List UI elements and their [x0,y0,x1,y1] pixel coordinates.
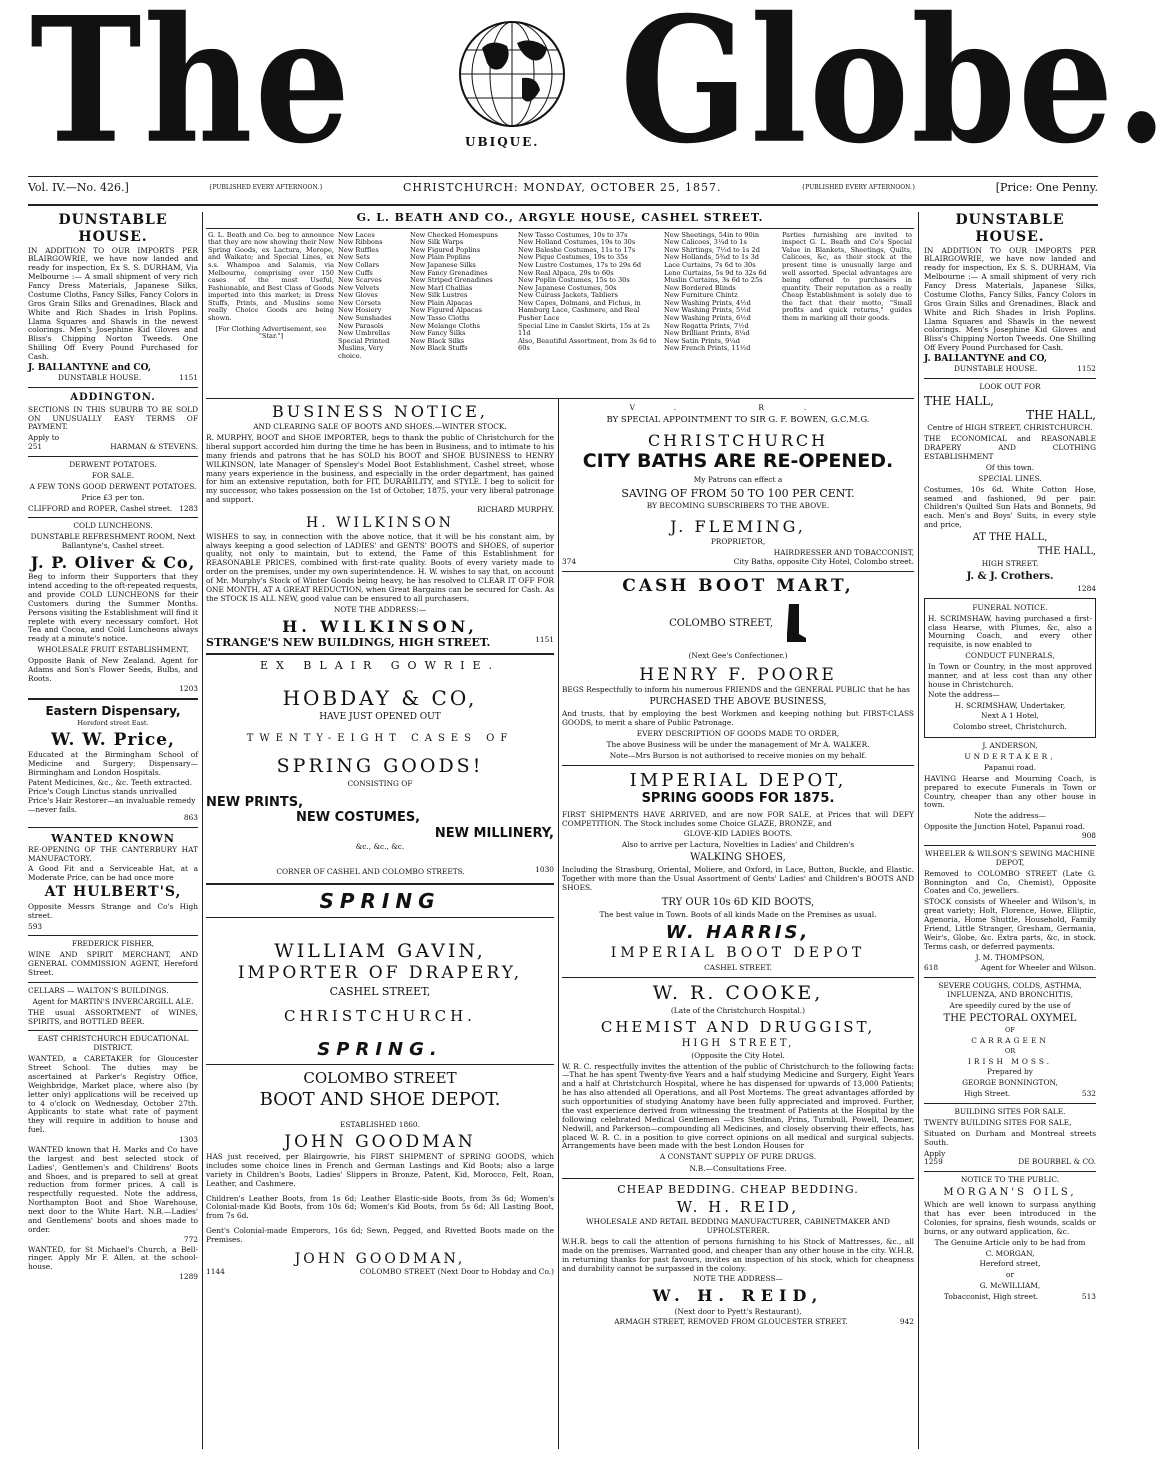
ad-text: EVERY DESCRIPTION OF GOODS MADE TO ORDER, [636,728,840,738]
ad-body: THE ECONOMICAL and REASONABLE DRAPERY AND CLOTHING ESTABLISHMENT [924,434,1096,462]
ad-number: 593 [28,921,43,931]
ad-title: SPRING GOODS FOR 1875. [641,791,835,807]
ad-title: MORGAN'S OILS, [943,1187,1077,1199]
ad-text: Of this town. [985,462,1035,472]
ad-body: W.H.R. begs to call the attention of persons furnishing to his Stock of Mattresses, &c., all made on the premises. Warranted good, and cheaper than any other house in the city. W.H.R. in returning thanks for past favours, invites an inspection of his stock, which for cheapness and durability cannot be surpassed in the colony. [562,1236,914,1273]
list-item: New Capes, Dolmans, and Fichus, in Hamburg Lace, Cashmere, and Real Pusher Lace [518,298,641,322]
ad-text: Apply to [28,433,60,443]
ad-title: THE HALL, [1037,546,1096,558]
list-item: Lace Curtains, 7s 6d to 30s [664,260,756,269]
ad-price: Price £3 per ton. [81,492,145,502]
ad-text: Colombo street, Christchurch. [953,722,1067,732]
ad-line: NEW MILLINERY, [434,825,554,841]
ad-subtitle: FOR SALE. [91,470,135,480]
list-item: New Parasols [338,321,384,330]
boot-icon [785,604,807,644]
list-item: New Tasso Costumes, 10s to 37s [518,230,628,239]
ad-text: The Genuine Article only to be had from [934,1237,1086,1247]
ad-text: Agent for Wheeler and Wilson. [980,963,1096,973]
column-4 [924,212,1096,1452]
ad-subtitle: (Late of the Christchurch Hospital.) [670,1005,806,1015]
ad-number: 1259 [924,1157,943,1167]
ad-address: CORNER OF CASHEL AND COLOMBO STREETS. [276,867,465,877]
beath-ad [206,212,914,396]
ad-signature: HARMAN & STEVENS. [110,442,198,452]
list-item: New French Prints, 11½d [664,344,751,353]
list-item: New Ribbons [338,238,383,247]
ad-body: Gent's Colonial-made Emperors, 16s 6d; Sewn, Pegged, and Rivetted Boots made on the Premises. [206,1226,554,1244]
ad-signature: RICHARD MURPHY. [477,505,554,515]
ad-text: CONSISTING OF [347,778,413,788]
place-date: CHRISTCHURCH: MONDAY, OCTOBER 25, 1857. [402,181,722,194]
list-item: New Sets [338,253,370,262]
ad-text: GLOVE-KID LADIES BOOTS. [683,829,793,839]
ad-subtitle: Hereford street East. [77,718,149,727]
list-item: New Washing Prints, 4½d [664,298,751,307]
ad-title: W. R. COOKE, [652,981,824,1004]
ad-title: AT HULBERT'S, [44,883,182,900]
ad-title: CHRISTCHURCH. [284,1006,476,1025]
list-item: New Lustre Costumes, 17s to 29s 6d [518,260,642,269]
ad-title: CHEAP BEDDING. CHEAP BEDDING. [617,1183,859,1196]
masthead-globe: Globe. [620,0,1170,183]
list-item: New Plain Alpacas [410,298,473,307]
ad-number: 513 [1081,1292,1096,1302]
ad-text: (Next door to Pyett's Restaurant), [674,1306,802,1316]
ad-signature: J. & J. Crothers. [966,570,1054,582]
list-item: New Velvets [338,283,380,292]
ad-text: (Opposite the City Hotel. [691,1050,785,1060]
ad-body: TWENTY BUILDING SITES FOR SALE, [924,1117,1072,1127]
ad-subtitle: PROPRIETOR, [710,537,766,547]
list-item: New Real Alpaca, 29s to 60s [518,268,614,277]
ad-body: Children's Leather Boots, from 1s 6d; Leather Elastic-side Boots, from 3s 6d; Women's Colonial-made Kid Boots, from 10s 6d; Women's Kid Boots, from 5s 6d; All Lasting Boot, from 7s 6d. [206,1193,554,1221]
list-item: New Checked Homespuns [410,230,498,239]
ad-body: HAS just received, per Blairgowrie, his FIRST SHIPMENT of SPRING GOODS, which includes some choice lines in French and German Lastings and Kid Boots; also a large variety in Children's Boots, Ladies' Slippers in Bronze, Patent, Kid, Morocco, Felt, Roan, Leather, and Cashmere. [206,1152,554,1188]
ad-address: City Baths, opposite City Hotel, Colombo street. [733,556,914,566]
ad-subtitle: HAIRDRESSER AND TOBACCONIST, [773,548,914,558]
ad-title: DUNSTABLE HOUSE. [58,212,168,245]
list-item: New Poplin Costumes, 15s to 30s [518,276,630,285]
list-item: New Scarves [338,276,382,285]
ad-title: ADDINGTON. [70,391,156,403]
ad-body: STOCK consists of Wheeler and Wilson's, in great variety; Holt, Florence, Howe, Elliptic, Agenoria, Home Shuttle, Household, Family Friend, Little Stranger, Gresham, Germania, Weir's, Globe, &c. Extra parts, &c, in stock. Terms cash, or deferred payments. [924,897,1096,951]
ad-body: H. SCRIMSHAW, having purchased a first-class Hearse, with Plumes, &c, also a Mourning Coach, and every other requisite, is now enabled to [928,613,1092,650]
list-item: New Japanese Costumes, 50s [518,283,617,292]
ad-title: JOHN GOODMAN, [294,1250,466,1267]
ad-body: And trusts, that by employing the best Workmen and keeping nothing but FIRST-CLASS GOODS, to merit a share of Public Patronage. [562,709,914,727]
list-item: New Ruffles [338,245,379,254]
ad-body: WANTED, for St Michael's Church, a Bell-ringer. Apply Mr F. Allen, at the school-house. [28,1244,198,1272]
list-item: New Satin Prints, 9¼d [664,336,740,345]
ad-text: HIGH STREET. [981,559,1039,569]
ad-text: CARRAGEEN [971,1035,1049,1045]
ad-title: G. L. BEATH AND CO., ARGYLE HOUSE, CASHEL STREET. [206,212,914,229]
ad-signature: G. McWILLIAM, [979,1281,1041,1291]
list-item: New Calicoes, 3¼d to 1s [664,238,747,247]
ad-title: BUSINESS NOTICE, [271,402,489,421]
ad-text: Note the address— [928,689,1000,699]
ad-body: W. R. C. respectfully invites the attention of the public of Christchurch to the following facts:—That he has spent Twenty-five Years and a half studying Medicine and Surgery, Eight Years and a half at Christchurch Hospital, where he has dispensed for upwards of 13,000 Patients; he has also attended all Operations, and all Post Mortems. The great advantages afforded by such opportunities of studying Anatomy have been fully appreciated and improved. Further, the vast experience derived from witnessing the treatment of Patients at the Hospital by the following celebrated Medical Gentlemen —Drs Stedman, Prins, Turnbull, Powell, Deamer, Nedwill, and Parkerson—compounding all Medicines, and closely observing their effects, has placed W. R. C. in a position to give correct opinions on all medical and surgical subjects. Arrangements have been made with the best London Houses for [562,1061,914,1151]
ad-signature: H. SCRIMSHAW, Undertaker, [954,700,1066,710]
ad-address: STRANGE'S NEW BUILDINGS, HIGH STREET. [206,635,491,649]
ad-title: J. ANDERSON, [982,741,1038,751]
ad-text: TRY OUR 10s 6D KID BOOTS, [661,896,815,908]
ad-text: Note—Mrs Burson is not authorised to receive monies on my behalf. [609,750,867,760]
ad-body: G. L. Beath and Co. beg to announce that they are now showing their New Spring Goods, ex Lactura, Merope, and Waikato; and Special Lines, ex s.s. Whampoa and Salamis, via Melbourne, comprising over 150 cases of the most Useful, Fashionable, and Best Class of Goods imported into this market; in Dress Stuffs, Prints, and Muslins some really Choice Goods are being shown. [208,230,334,322]
ad-subtitle: AND CLEARING SALE OF BOOTS AND SHOES.—WINTER STOCK. [253,422,507,432]
ad-title: CHEMIST AND DRUGGIST, [600,1017,876,1036]
list-item: New Tasso Cloths [410,314,470,322]
list-item: New Brilliant Prints, 8¼d [664,329,750,338]
ad-number: 942 [899,1317,914,1327]
ad-title: W. W. Price, [51,729,175,750]
list-item: Special Printed Muslins, Very choice. [338,336,390,360]
list-item: New Fancy Grenadines [410,268,488,277]
dateline [28,182,1098,195]
ad-title: SEVERE COUGHS, COLDS, ASTHMA, INFLUENZA, AND BRONCHITIS, [938,981,1082,1000]
list-item: New Silk Lustres [410,291,468,300]
ad-title: NOTICE TO THE PUBLIC. [960,1175,1060,1185]
ad-number: 532 [1081,1089,1096,1099]
ad-number: 1144 [206,1266,225,1276]
list-item: New Hollands, 5¾d to 1s 3d [664,253,760,262]
ad-text: Hereford street, [979,1259,1041,1269]
ad-subtitle: WHOLESALE AND RETAIL BEDDING MANUFACTURER, CABINETMAKER AND UPHOLSTERER. [586,1217,890,1236]
ad-text: OR [1004,1046,1016,1055]
ad-body: Costumes, 10s 6d. White Cotton Hose, seamed and fashioned, 9d per pair. Children's Quilted Sun Hats and Bonnets, 9d each. Men's and Boys' Suits, in every style and price, [924,484,1096,530]
list-item: New Laces [338,230,375,239]
ad-number: 863 [183,813,198,823]
ad-text: &c., &c., &c. [355,842,405,852]
ad-title: AT THE HALL, [972,532,1048,544]
ad-title: CITY BATHS ARE RE-OPENED. [582,450,894,473]
list-item: New Cuirass Jackets, Tabliers [518,291,618,300]
list-item: New Melange Cloths [410,321,480,330]
ad-text: Patent Medicines, &c., &c. Teeth extracted. [28,777,193,787]
list-item: New Cuffs [338,268,373,277]
column-3 [562,402,914,1452]
ad-text: Next A 1 Hotel, [980,711,1040,721]
ad-text: PURCHASED THE ABOVE BUSINESS, [649,697,827,708]
ad-title: HENRY F. POORE [639,665,837,686]
ad-body: HAVING Hearse and Mourning Coach, is prepared to execute Funerals in Town or Country, cheaper than any other house in town. [924,773,1096,810]
list-item: Leno Curtains, 5s 9d to 32s 6d [664,268,767,277]
ad-signature: C. MORGAN, [985,1248,1035,1258]
list-item: New Black Stuffs [410,344,468,353]
ad-title: IMPERIAL DEPOT, [629,769,847,791]
ad-title: SPRING GOODS! [276,754,484,777]
list-item: New Sheetings, 54in to 90in [664,230,760,239]
ad-title: THE HALL, [924,393,994,408]
ad-title: WANTED KNOWN [51,832,175,846]
ad-body: IN ADDITION TO OUR IMPORTS PER BLAIRGOWRIE, we have now landed and ready for inspection, Ex S. S. DURHAM, Via Melbourne :— A small shipment of very rich Fancy Dress Materials, Japanese Silks, Costume Cloths, Fancy Silks, Fancy Colors in Gros Grain Silks and Grenadines, Black and White and Rich Shades in Irish Poplins. Llama Squares and Shawls in the newest colorings. Men's Josephine Kid Gloves and Bliss's Chipping Norton Tweeds. One Shilling Off Every Pound Purchased for Cash. [28,245,198,362]
ad-subtitle: HIGH STREET, [681,1037,795,1049]
ad-title: CHRISTCHURCH [647,431,829,451]
ad-number: 772 [183,1234,198,1244]
ad-title: DERWENT POTATOES. [69,460,157,470]
ad-body: THE usual ASSORTMENT of WINES, SPIRITS, and BOTTLED BEER. [28,1007,198,1026]
ad-number: 1151 [179,372,198,382]
list-item: New Gloves [338,291,378,300]
ad-line: NEW COSTUMES, [296,810,421,826]
ad-text: My Patrons can effect a [693,475,783,485]
list-item: New Japanese Silks [410,260,476,269]
list-item: Also, Beautiful Assortment, from 3s 6d to 60s [518,336,657,353]
ad-title: W. H. REID, [652,1286,824,1306]
ad-text: NOTE THE ADDRESS:— [333,604,427,614]
list-item: New Holland Costumes, 19s to 30s [518,238,636,247]
ad-number: 251 [28,442,43,452]
ad-number: 1284 [1077,583,1096,593]
ad-signature: J. BALLANTYNE and CO, [924,354,1048,365]
ad-text: BY BECOMING SUBSCRIBERS TO THE ABOVE. [646,501,830,511]
ad-body: WANTED known that H. Marks and Co have the largest and best selected stock of Ladies', Gentlemen's and Childrens' Boots and Shoes, and is prepared to sell at great reduction from former prices. A call is respectfully requested. Note the address, Northampton Boot and Shoe Warehouse, next door to the White Hart. N.B.—Ladies' and Gentlemens' boots and shoes made to order. [28,1144,198,1234]
ad-text: WALKING SHOES, [690,852,786,864]
list-item: New Washing Prints, 5½d [664,306,751,315]
list-item: New Black Silks [410,336,465,345]
ad-text: LOOK OUT FOR [979,381,1041,391]
volume: Vol. IV.—No. 426.] [28,181,129,194]
ad-title: W. HARRIS, [665,921,811,943]
ad-address: COLOMBO STREET (Next Door to Hobday and Co.) [359,1266,554,1276]
ad-title: IMPERIAL BOOT DEPOT [610,945,866,962]
ad-mark: V. R. [629,403,847,412]
list-item: Muslin Curtains, 3s 6d to 25s [664,276,763,285]
ad-body: Removed to COLOMBO STREET (Late G. Bonnington and Co, Chemist), Opposite Coates and Co, jewellers. [924,868,1096,896]
ad-body: SECTIONS IN THIS SUBURB TO BE SOLD ON UNUSUALLY EASY TERMS OF PAYMENT. [28,404,198,432]
ad-number: 1151 [535,634,554,644]
ad-title: SPRING. [317,1038,443,1060]
ad-text: Prepared by [987,1067,1033,1077]
ad-text: A CONSTANT SUPPLY OF PURE DRUGS. [659,1152,817,1162]
ad-title: CASH BOOT MART, [622,575,854,596]
ad-address: DUNSTABLE HOUSE. [954,363,1038,373]
ad-number: 1152 [1077,363,1096,373]
list-item: New Hosiery [338,306,382,315]
ad-title: DUNSTABLE HOUSE. [955,212,1065,245]
motto: UBIQUE. [465,135,540,149]
ad-body: IN ADDITION TO OUR IMPORTS PER BLAIRGOWRIE, we have now landed and ready for inspection, Ex S. S. DURHAM, Via Melbourne :— A small shipment of very rich Fancy Dress Materials, Japanese Silks, Costume Cloths, Fancy Silks, Fancy Colors in Gros Grain Silks and Grenadines, Black and White and Rich Shades in Irish Poplins. Llama Squares and Shawls in the newest colorings. Men's Josephine Kid Gloves and Bliss's Chipping Norton Tweeds. One Shilling Off Every Pound Purchased for Cash. [924,245,1096,353]
ad-subtitle: CASHEL STREET. [704,963,772,973]
ad-title: COLD LUNCHEONS. [73,521,153,531]
ad-body: Parties furnishing are invited to inspect G. L. Beath and Co's Special Value in Blankets, Sheetings, Quilts, Calicoes, &c, as their stock at the present time is unusually large and well assorted. Special advantages are being offered to purchasers in quantity. Their reputation as a really Cheap Establishment is solely due to the fact that their motto, "Small profits and quick returns," guides them in marking all their goods. [782,230,912,322]
list-item: New Collars [338,260,380,269]
ad-text: SAVING OF FROM 50 TO 100 PER CENT. [621,486,855,500]
ad-body: Beg to inform their Supporters that they intend acceding to the oft-repeated requests, and provide COLD LUNCHEONS for their Customers during the Summer Months. Persons visiting the Establishment will find it replete with every necessary comfort. Hot Tea and Cocoa, and Cold Luncheons always ready at a minute's notice. [28,572,198,644]
list-item: New Shirtings, 7½d to 1s 2d [664,245,760,254]
ad-number: 1289 [179,1272,198,1282]
ad-body: WISHES to say, in connection with the above notice, that it will be his constant aim, by always keeping a good selection of LADIES' and GENTS' BOOTS and SHOES, of superior quality, not only to maintain, but to extend, the Fame of this Establishment for REASONABLE PRICES, combined with first-rate quality. Boots of every variety made to order on the premises, under my own superintendence. H. W. wishes to say that, on account of Mr. Murphy's Stock of Winter Goods being heavy, he has resolved to CLEAR IT OFF FOR ONE MONTH, AT A GREAT REDUCTION, when Great Bargains can be secured for Cash. As the STOCK IS ALL NEW, good value can be ensured to all purchasers. [206,531,554,603]
ad-text: Are speedily cured by the use of [949,1001,1071,1011]
ad-signature: J. BALLANTYNE and CO, [28,362,152,373]
ad-title: BOOT AND SHOE DEPOT. [259,1089,501,1111]
ad-text: Agent for MARTIN'S INVERCARGILL ALE. [32,996,194,1006]
ad-body: WANTED, a CARETAKER for Gloucester Street School. The duties may be ascertained at Parker's Registry Office, Weighbridge, Market place, where also (by letter only) applications will be received up to 4 o'clock on Wednesday, October 27th. Applicants to state what rate of payment they will require in addition to house and fuel. [28,1054,198,1135]
ad-text: Papanui road. [984,762,1036,772]
list-item: New Figured Alpacas [410,306,482,315]
ad-text: DUNSTABLE REFRESHMENT ROOM, Next Ballantyne's, Cashel street. [30,532,196,551]
ad-text: TWENTY-EIGHT CASES OF [246,732,514,744]
list-item: New Washing Prints, 6½d [664,314,751,322]
ad-signature: J. M. THOMPSON, [975,952,1045,962]
ad-text: The above Business will be under the management of Mr A. WALKER. [606,739,870,749]
list-item: New Umbrellas [338,329,391,338]
list-item: New Regatta Prints, 7½d [664,321,749,330]
column-2 [206,402,554,1452]
ad-text: Also to arrive per Lactura, Novelties in Ladies' and Children's [621,840,855,850]
ad-title: BY SPECIAL APPOINTMENT TO SIR G. F. BOWEN, G.C.M.G. [606,414,870,425]
ad-number: 1283 [179,503,198,513]
ad-text: SPECIAL LINES. [978,473,1042,483]
ad-text: IRISH MOSS. [968,1056,1052,1066]
column-1 [28,212,198,1452]
ad-number: 374 [562,556,577,566]
list-item: New Plain Poplins [410,253,471,262]
ad-text: Opposite the Junction Hotel, Papanui road. [924,822,1085,832]
published-left: {PUBLISHED EVERY AFTERNOON.} [208,183,324,191]
price: [Price: One Penny. [995,181,1098,194]
ad-title: SPRING [319,889,441,914]
ad-title: EAST CHRISTCHURCH EDUCATIONAL DISTRICT. [37,1034,189,1053]
ad-title: WHEELER & WILSON'S SEWING MACHINE DEPOT, [925,848,1095,867]
ad-text: Apply [924,1148,946,1158]
ad-body: FIRST SHIPMENTS HAVE ARRIVED, and are now FOR SALE, at Prices that will DEFY COMPETITION. The Stock includes some Choice GLAZE, BRONZE, and [562,809,914,828]
ad-title: IMPORTER OF DRAPERY, [237,962,523,983]
ad-line: NEW PRINTS, [206,794,304,810]
ad-body: Opposite Bank of New Zealand. Agent for Adams and Son's Flower Seeds, Bulbs, and Roots. [28,656,198,683]
ad-body: RE-OPENING OF THE CANTERBURY HAT MANUFACTORY. [28,845,198,864]
ad-title: Eastern Dispensary, [45,703,181,718]
ad-body: Which are well known to surpass anything that has ever been introduced in the Colonies, for sprains, flesh wounds, scalds or burns, or any outward application, &c. [924,1200,1096,1236]
ad-subtitle: Opposite Messrs Strange and Co's High street. [28,901,198,920]
ad-title: EX BLAIR GOWRIE. [259,658,501,672]
list-item: New Figured Poplins [410,245,481,254]
ad-subtitle: CASHEL STREET, [329,985,431,999]
ad-subtitle: UNDERTAKER, [964,752,1056,762]
list-item: New Marl Challias [410,283,473,292]
ad-text: NOTE THE ADDRESS— [693,1274,783,1284]
ad-note: [For Clothing Advertisement, see "Star."] [215,324,327,341]
ad-title: FREDERICK FISHER, [71,939,155,949]
ad-title: H. WILKINSON [306,514,454,531]
ad-title: J. FLEMING, [670,516,806,536]
ad-number: 1203 [179,683,198,693]
ad-text: The best value in Town. Boots of all kinds Made on the Premises as usual. [599,909,877,919]
ad-title: COLOMBO STREET [303,1069,457,1088]
list-item: New Baleshe Costumes, 11s to 17s [518,245,636,254]
ad-title: BUILDING SITES FOR SALE. [954,1107,1066,1117]
ad-title: JOHN GOODMAN [284,1131,476,1152]
list-item: New Bordered Blinds [664,283,736,292]
ad-body: Including the Strasburg, Oriental, Moliere, and Oxford, in Lace, Button, Buckle, and Elastic. Together with more than the Usual Assortment of Gents' Ladies' and Children's BOOTS AND SHOES. [562,865,914,892]
list-item: New Striped Grenadines [410,276,493,285]
ad-number: 1030 [535,865,554,875]
masthead-the: The [30,0,353,183]
ad-title: J. P. Oliver & Co, [30,553,196,573]
ad-text: Note the address— [974,811,1046,821]
ad-text: CONDUCT FUNERALS, [965,651,1055,661]
globe-icon [452,18,572,138]
ad-title: FUNERAL NOTICE. [972,602,1048,612]
list-item: New Corsets [338,298,381,307]
ad-text: COLOMBO STREET, [669,618,773,630]
ad-text: OF [1005,1025,1015,1034]
published-right: {PUBLISHED EVERY AFTERNOON.} [801,183,916,191]
ad-title: THE HALL, [1026,408,1096,423]
ad-number: 1303 [179,1135,198,1144]
ad-number: 908 [1081,831,1096,841]
ad-body: A FEW TONS GOOD DERWENT POTATOES. [29,481,197,491]
ad-body: Educated at the Birmingham School of Medicine and Surgery; Dispensary—Birmingham and London Hospitals. [28,750,198,778]
ad-title: W. H. REID, [676,1198,800,1217]
ad-address: DUNSTABLE HOUSE. [58,372,142,382]
ad-body: In Town or Country, in the most approved manner, and at less cost than any other house in Christchurch. [928,662,1092,689]
ad-text: Price's Hair Restorer—an invaluable remedy—never fails. [28,795,196,814]
ad-title: WILLIAM GAVIN, [274,940,486,963]
ad-body: R. MURPHY, BOOT and SHOE IMPORTER, begs to thank the public of Christchurch for the liberal support accorded him during the time he has been in Business, and to intimate to his many friends and patrons that he has SOLD his BOOT and SHOE BUSINESS to HENRY WILKINSON, late Manager of Spensley's Model Boot Establishment, Cashel street, whose many years experience in the business, and especially in the order department, has gained for him an extensive reputation, both for FIT, DURABILITY, and STYLE. I beg to solicit for my successor, who takes possession on the 1st of October, 1875, your very liberal patronage and support. [206,433,554,505]
ad-title: HOBDAY & CO, [282,686,478,711]
ad-address: ARMAGH STREET, REMOVED FROM GLOUCESTER STREET. [614,1317,848,1327]
ad-subtitle: HAVE JUST OPENED OUT [319,712,441,723]
ad-address: High Street. [964,1089,1011,1099]
list-item: New Fancy Silks [410,329,466,338]
list-item: New Sunshades [338,314,392,322]
ad-text: or [1006,1270,1014,1280]
ad-signature: CLIFFORD and ROPER, Cashel street. [28,503,173,513]
ad-body: A Good Fit and a Serviceable Hat, at a Moderate Price, can be had once more [28,864,198,883]
ad-text: Centre of HIGH STREET, CHRISTCHURCH. [927,423,1093,433]
ad-address: Tobacconist, High street. [944,1292,1039,1302]
ad-title: H. WILKINSON, [282,616,478,636]
ad-text: N.B.—Consultations Free. [689,1164,787,1174]
ad-text: CELLARS — WALTON'S BUILDINGS. [28,985,169,995]
ad-subtitle: ESTABLISHED 1860. [340,1119,420,1129]
ad-title: THE PECTORAL OXYMEL [943,1012,1077,1024]
ad-signature: GEORGE BONNINGTON, [962,1078,1058,1088]
ad-body: WINE AND SPIRIT MERCHANT, AND GENERAL COMMISSION AGENT, Hereford Street. [28,950,198,977]
funeral-notice-box [924,598,1096,738]
ad-number: 618 [924,963,939,973]
ad-text: Price's Cough Linctus stands unrivalled [28,786,177,796]
ad-text: (Next Gee's Confectioner.) [688,651,788,661]
list-item: Special Line in Camlet Skirts, 15s at 2s 11d [518,321,650,338]
ad-body: Situated on Durham and Montreal streets South. [924,1128,1096,1147]
ad-signature: DE BOURBEL & CO. [1018,1157,1096,1167]
ad-body: BEGS Respectfully to inform his numerous FRIENDS and the GENERAL PUBLIC that he has [562,685,910,695]
ad-title: WHOLESALE FRUIT ESTABLISHMENT, [37,645,189,655]
list-item: New Silk Warps [410,238,464,247]
list-item: New Furniture Chintz [664,291,738,300]
list-item: New Pique Costumes, 19s to 35s [518,253,628,262]
